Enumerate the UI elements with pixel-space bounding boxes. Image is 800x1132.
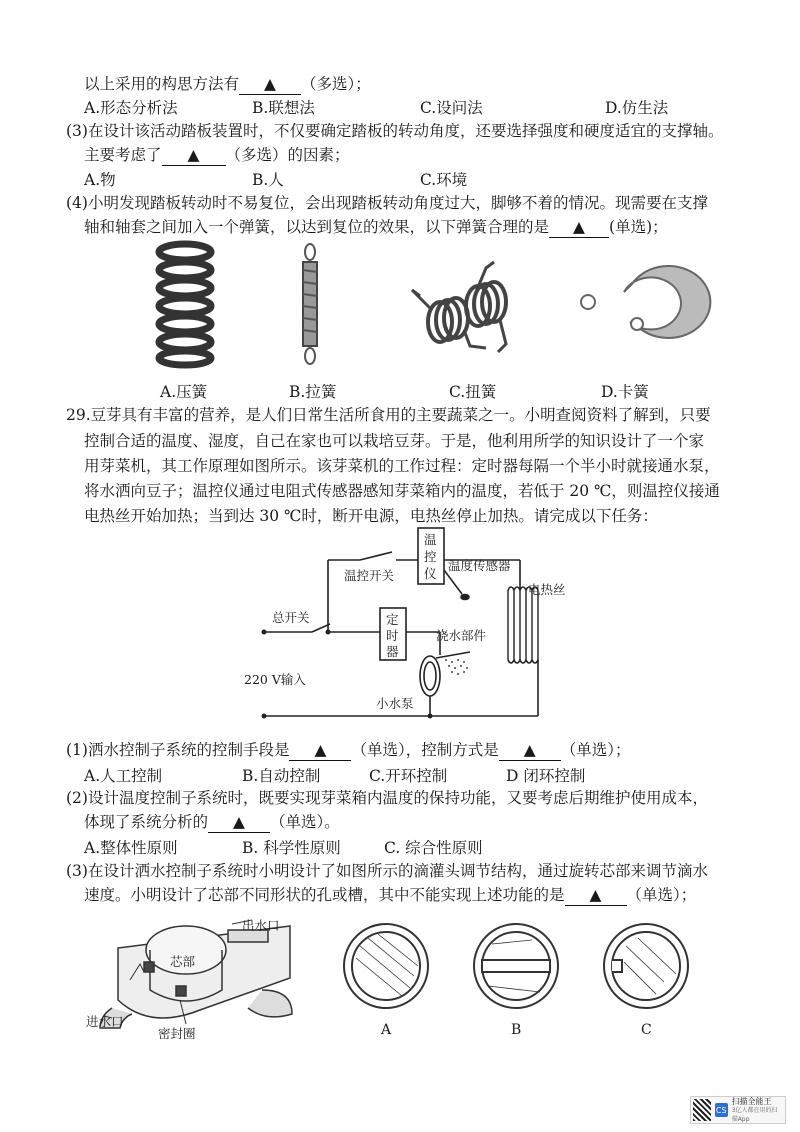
controller-label-2: 控: [424, 549, 437, 564]
spring-caption-a: A.压簧: [160, 383, 208, 401]
inlet-label: 进水口: [86, 1014, 124, 1029]
q29-line: 控制合适的温度、湿度，自己在家也可以栽培豆芽。于是，他利用所学的知识设计了一个家: [84, 432, 705, 450]
sub2-line1: (2)设计温度控制子系统时，既要实现芽菜箱内温度的保持功能，又要考虑后期维护使用成本，: [66, 789, 708, 807]
option: A.人工控制: [84, 767, 163, 785]
answer-blank[interactable]: ▲: [549, 217, 609, 238]
timer-label-3: 器: [386, 644, 399, 659]
q4-line2: 轴和轴套之间加入一个弹簧，以达到复位的效果，以下弹簧合理的是 ▲ (单选)；: [84, 218, 668, 236]
answer-blank[interactable]: ▲: [239, 74, 301, 95]
option: A.形态分析法: [84, 99, 178, 117]
controller-label-3: 仪: [424, 566, 437, 581]
option: C.开环控制: [369, 767, 448, 785]
timer-label-1: 定: [386, 612, 399, 627]
spring-caption-d: D.卡簧: [601, 383, 649, 401]
q4-line1: (4)小明发现踏板转动时不易复位，会出现踏板转动角度过大，脚够不着的情况。现需要在支撑: [66, 194, 708, 212]
answer-blank[interactable]: ▲: [565, 885, 627, 906]
option: A.整体性原则: [84, 839, 178, 857]
section-caption-b: B: [511, 1022, 522, 1038]
option: C. 综合性原则: [384, 839, 483, 857]
spring-caption-b: B.拉簧: [289, 383, 337, 401]
watermark-sub: 3亿人都在用的扫描App: [731, 1106, 778, 1123]
q29-line: 用芽菜机，其工作原理如图所示。该芽菜机的工作过程：定时器每隔一个半小时就接通水泵，: [84, 457, 720, 475]
option: C.环境: [420, 171, 468, 189]
outlet-label: 出水口: [242, 918, 280, 933]
q29-line: 电热丝开始加热；当到达 30 ℃时，断开电源，电热丝停止加热。请完成以下任务：: [84, 507, 658, 525]
answer-blank[interactable]: ▲: [162, 145, 226, 166]
option: D.仿生法: [605, 99, 669, 117]
core-label: 芯部: [170, 954, 196, 969]
q29-line: 将水洒向豆子；温控仪通过电阻式传感器感知芽菜箱内的温度，若低于 20 ℃，则温控仪接通: [84, 482, 720, 500]
watering-part-label: 浇水部件: [436, 628, 487, 643]
heater-label: 电热丝: [528, 582, 566, 597]
cross-section-c: [604, 924, 688, 1008]
sub2-line2: 体现了系统分析的 ▲ （单选）。: [84, 813, 340, 831]
option: A.物: [84, 171, 116, 189]
scanner-watermark: [690, 1096, 786, 1124]
controller-label-1: 温: [424, 532, 437, 547]
sub1-stem: (1)洒水控制子系统的控制手段是 ▲ （单选），控制方式是 ▲ （单选）；: [66, 741, 631, 759]
seal-label: 密封圈: [158, 1026, 196, 1041]
answer-blank[interactable]: ▲: [208, 812, 270, 833]
pump-label: 小水泵: [376, 696, 414, 711]
watermark-name: 扫描全能王: [731, 1096, 772, 1106]
section-caption-a: A: [381, 1022, 392, 1038]
methods-stem: 以上采用的构思方法有 ▲ （多选）；: [84, 75, 371, 93]
answer-blank-2[interactable]: ▲: [499, 740, 561, 761]
option: D 闭环控制: [506, 767, 586, 785]
q3-line2: 主要考虑了 ▲ （多选）的因素；: [84, 146, 350, 164]
option: B.自动控制: [242, 767, 321, 785]
timer-label-2: 时: [386, 628, 399, 643]
q29-line: 29.豆芽具有丰富的营养，是人们日常生活所食用的主要蔬菜之一。小明查阅资料了解到，只要: [66, 406, 711, 424]
section-caption-c: C: [641, 1022, 652, 1038]
option: B.人: [252, 171, 284, 189]
qr-code-icon: [693, 1099, 711, 1121]
input-label: 220 V输入: [244, 672, 306, 687]
cross-section-a: [344, 924, 428, 1008]
cross-section-b: [474, 924, 558, 1008]
brand-logo-icon: CS: [715, 1103, 728, 1117]
answer-blank-1[interactable]: ▲: [289, 740, 351, 761]
q3-line1: (3)在设计该活动踏板装置时，不仅要确定踏板的转动角度，还要选择强度和硬度适宜的支撑轴。: [66, 122, 724, 140]
option: B. 科学性原则: [242, 839, 341, 857]
sub3-line1: (3)在设计洒水控制子系统时小明设计了如图所示的滴灌头调节结构，通过旋转芯部来调节滴水: [66, 862, 708, 880]
option: C.设问法: [420, 99, 483, 117]
temp-switch-label: 温控开关: [344, 568, 395, 583]
spring-caption-c: C.扭簧: [449, 383, 497, 401]
valve-cutaway-icon: [100, 920, 292, 1028]
option: B.联想法: [252, 99, 315, 117]
temp-sensor-label: 温度传感器: [448, 558, 511, 573]
main-switch-label: 总开关: [272, 610, 310, 625]
sub3-line2: 速度。小明设计了芯部不同形状的孔或槽，其中不能实现上述功能的是 ▲ （单选）；: [84, 886, 697, 904]
